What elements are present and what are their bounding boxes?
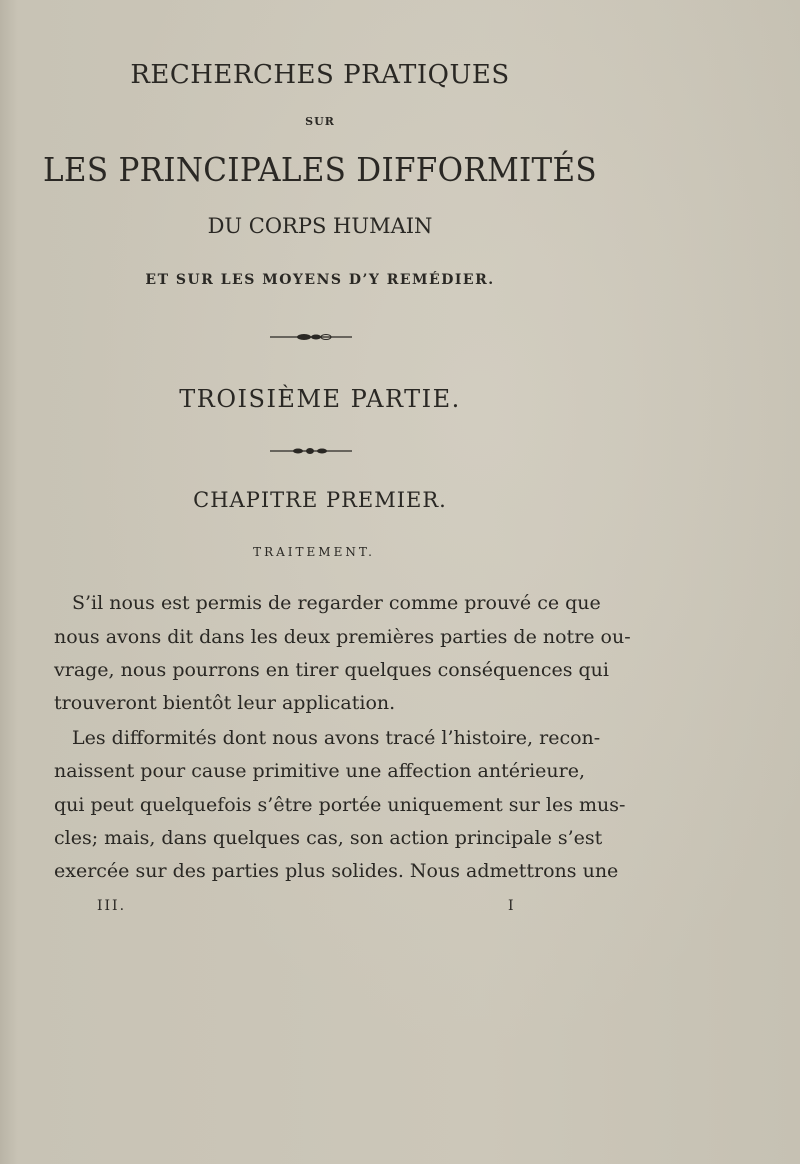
body-line: exercée sur des parties plus solides. Nous admettrons une [54,860,619,882]
body-line: S’il nous est permis de regarder comme prouvé ce que [72,592,601,614]
title-line-3: LES PRINCIPALES DIFFORMITÉS [43,150,597,189]
body-line: qui peut quelquefois s’être portée uniquement sur les mus- [54,794,626,816]
title-line-4: DU CORPS HUMAIN [207,214,433,238]
body-line: cles; mais, dans quelques cas, son action principale s’est [54,827,603,849]
title-line-1: RECHERCHES PRATIQUES [130,60,510,90]
part-title: TROISIÈME PARTIE. [179,385,461,413]
signature-mark: III. [97,898,127,914]
page-mark: I [508,898,516,914]
body-line: vrage, nous pourrons en tirer quelques conséquences qui [54,659,609,681]
body-line: Les difformités dont nous avons tracé l’histoire, recon- [72,727,601,749]
title-line-5: ET SUR LES MOYENS D’Y REMÉDIER. [145,272,495,288]
body-line: trouveront bientôt leur application. [54,692,396,714]
chapter-subtitle: TRAITEMENT. [253,545,375,559]
body-line: nous avons dit dans les deux premières parties de notre ou- [54,626,631,648]
chapter-title: CHAPITRE PREMIER. [193,488,447,512]
title-line-2: SUR [305,115,335,128]
ornament-divider-2 [270,446,352,456]
body-line: naissent pour cause primitive une affection antérieure, [54,760,585,782]
ornament-divider-1 [270,332,352,342]
